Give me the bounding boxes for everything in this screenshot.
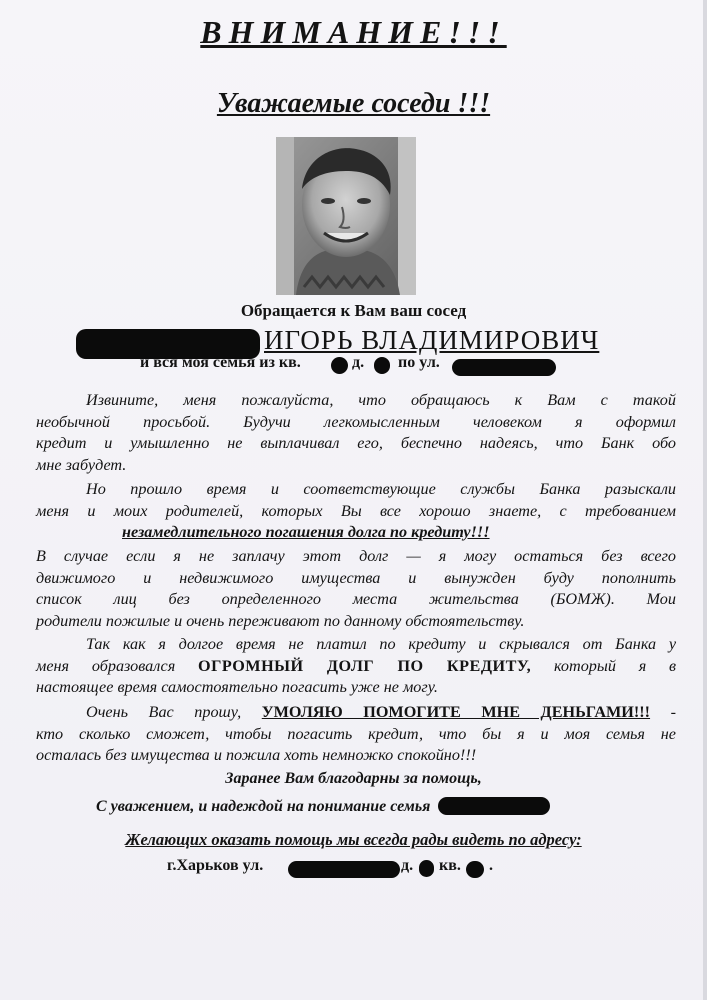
person-name: ИГОРЬ ВЛАДИМИРОВИЧ <box>264 325 600 355</box>
text-fragment: который я в <box>553 656 677 675</box>
text-line: мне забудет. <box>36 455 127 474</box>
text-line <box>36 656 676 678</box>
paper-edge <box>703 0 707 1000</box>
redacted-address-street <box>288 861 400 878</box>
text-fragment: - <box>670 703 677 721</box>
paragraph-3 <box>36 546 676 632</box>
text-line: Но прошло время и соответствующие службы Банка разыскали <box>86 480 676 498</box>
redacted-address-apt <box>466 861 484 878</box>
address-end: . <box>489 857 493 874</box>
family-street-label: по ул. <box>398 354 440 371</box>
page-subtitle: Уважаемые соседи !!! <box>216 88 491 119</box>
text-line: родители пожилые и очень переживают по данному обстоятельству. <box>36 611 525 630</box>
text-line: Так как я долгое время не платил по кредиту и скрывался от Банка у <box>86 635 676 653</box>
redacted-family-name <box>438 797 550 815</box>
text-line: кто сколько сможет, чтобы погасить кредит, что бы я и моя семья не <box>36 724 676 743</box>
text-line: осталась без имущества и пожила хоть немножко спокойно!!! <box>36 746 477 764</box>
redacted-house <box>374 357 390 374</box>
text-line: настоящее время самостоятельно погасить уже не могу. <box>36 678 438 696</box>
text-line <box>36 522 676 544</box>
portrait-photo <box>276 137 416 295</box>
portrait-image <box>276 137 416 295</box>
text-line: В случае если я не заплачу этот долг — я могу остаться без всего <box>36 547 676 565</box>
text-line: Извините, меня пожалуйста, что обращаюсь к Вам с такой <box>86 391 676 409</box>
paragraph-1 <box>36 390 676 476</box>
page-title: ВНИМАНИЕ!!! <box>200 14 507 50</box>
family-address-row <box>140 354 590 378</box>
redacted-apartment <box>331 357 348 374</box>
regards-text: С уважением, и надеждой на понимание семья <box>96 798 431 815</box>
address-invite: Желающих оказать помощь мы всегда рады видеть по адресу: <box>125 830 582 849</box>
paragraph-4 <box>36 634 676 699</box>
text-line: необычной просьбой. Будучи легкомысленным человеком я оформил <box>36 412 676 431</box>
text-fragment: Очень Вас прошу, <box>86 703 242 721</box>
text-line <box>36 702 676 724</box>
city-street-label: г.Харьков ул. <box>167 857 264 874</box>
redacted-street <box>452 359 556 376</box>
text-line: список лиц без определенного места жительства (БОМЖ). Мои <box>36 590 676 608</box>
address-apt-label: кв. <box>439 857 461 874</box>
thanks-line: Заранее Вам благодарны за помощь, <box>225 770 482 787</box>
address-house-label: д. <box>401 857 414 874</box>
huge-debt-phrase: ОГРОМНЫЙ ДОЛГ ПО КРЕДИТУ, <box>198 656 532 675</box>
text-line: меня и моих родителей, которых Вы все хорошо знаете, с требованием <box>36 501 676 520</box>
intro-line: Обращается к Вам ваш сосед <box>240 301 467 320</box>
text-line: кредит и умышленно не выплачивал его, беспечно надеясь, что Банк обо <box>36 434 676 452</box>
text-fragment: меня образовался <box>36 656 176 675</box>
plea-phrase: УМОЛЯЮ ПОМОГИТЕ МНЕ ДЕНЬГАМИ!!! <box>261 703 651 721</box>
redacted-address-house <box>419 860 434 877</box>
paragraph-2 <box>36 479 676 544</box>
address-row <box>167 857 567 881</box>
repayment-demand: незамедлительного погашения долга по кредиту!!! <box>122 523 490 541</box>
family-house-label: д. <box>352 354 365 371</box>
family-prefix: и вся моя семья из кв. <box>140 354 301 371</box>
text-line: движимого и недвижимого имущества и вынужден буду пополнить <box>36 568 676 587</box>
regards-line <box>96 793 616 816</box>
paragraph-5 <box>36 702 676 767</box>
